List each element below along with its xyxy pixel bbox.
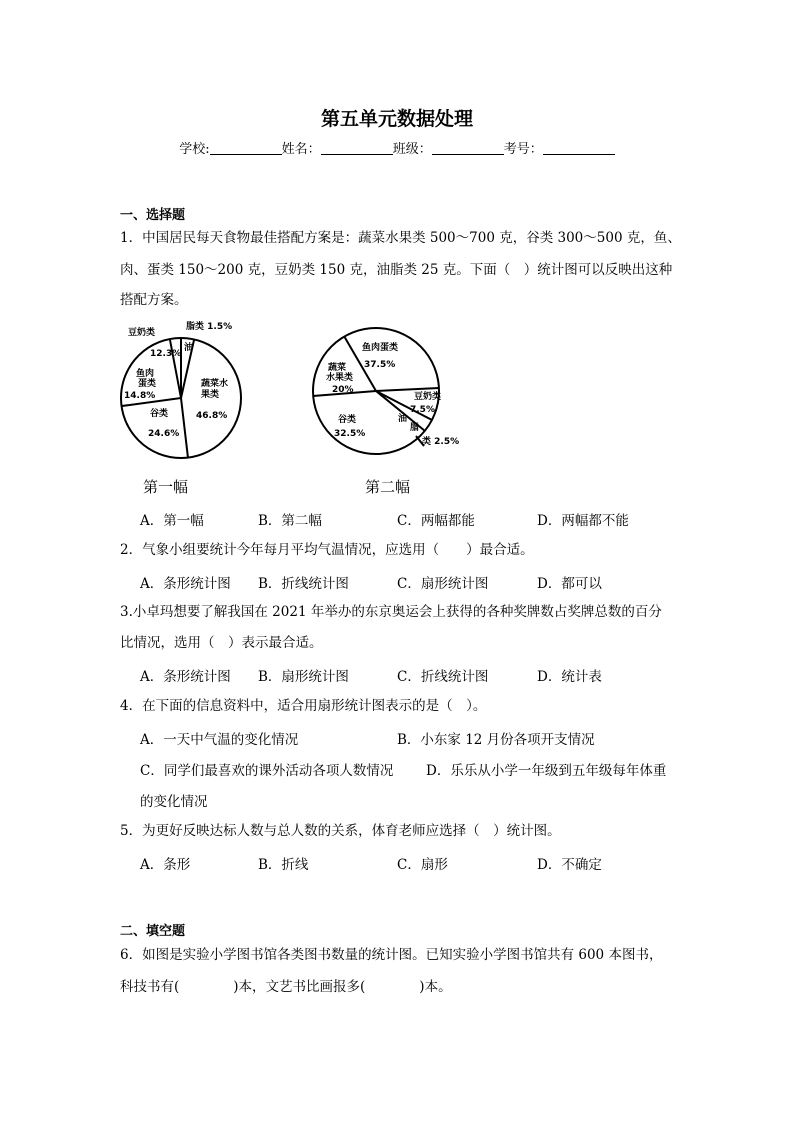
q5-option-a[interactable]: A．条形 (140, 857, 191, 873)
chart2-caption: 第二幅 (365, 478, 411, 496)
q3-option-c[interactable]: C．折线统计图 (397, 669, 489, 685)
q2-option-b[interactable]: B．折线统计图 (258, 576, 349, 592)
q3-line1: 3.小卓玛想要了解我国在 2021 年举办的东京奥运会上获得的各种奖牌数占奖牌总数的百分 (120, 604, 662, 620)
pie1-label-oil-side: 油 (184, 343, 194, 353)
pie1-label-grain: 谷类 (150, 409, 169, 419)
class-label: 班级： (392, 142, 432, 157)
q1-option-c[interactable]: C．两幅都能 (397, 513, 475, 529)
pie1-pct-veg: 46.8% (196, 411, 228, 421)
pie2-pct-dairy: 7.5% (410, 405, 435, 415)
q4-option-d-cont: 的变化情况 (140, 794, 208, 810)
pie1-label-dairy: 豆奶类 (128, 328, 156, 338)
q4-option-d[interactable]: D．乐乐从小学一年级到五年级每年体重 (426, 763, 667, 779)
q2-option-c[interactable]: C．扇形统计图 (397, 576, 489, 592)
pie2-label-grain: 谷类 (338, 415, 357, 425)
q5-option-c[interactable]: C．扇形 (397, 857, 448, 873)
name-blank (321, 142, 393, 155)
pie2-label-oil1: 油 (398, 414, 408, 424)
pie1-divider-grain (181, 398, 188, 458)
q2-option-d[interactable]: D．都可以 (537, 576, 602, 592)
pie1-label-meat2: 蛋类 (138, 379, 157, 389)
q1-option-d[interactable]: D．两幅都不能 (537, 513, 629, 529)
pie2-label-veg2: 水果类 (326, 373, 354, 383)
pie2-pct-veg: 20% (332, 385, 354, 395)
q4-option-a[interactable]: A．一天中气温的变化情况 (140, 732, 299, 748)
name-label: 姓名： (281, 142, 321, 157)
q1-option-a[interactable]: A．第一幅 (140, 513, 204, 529)
q3-option-a[interactable]: A．条形统计图 (140, 669, 231, 685)
pie2-pct-meat: 37.5% (364, 360, 396, 370)
pie2-pct-grain: 32.5% (334, 429, 366, 439)
pie2-label-oil3: 类 2.5% (422, 437, 460, 447)
school-blank (210, 142, 282, 155)
pie2-label-oil2: 脂 (410, 423, 420, 433)
q3-option-d[interactable]: D．统计表 (537, 669, 602, 685)
pie1-pct-meat: 14.8% (124, 391, 156, 401)
pie2-label-dairy: 豆奶类 (414, 392, 442, 402)
q6-line2: 科技书有( )本，文艺书比画报多( )本。 (120, 979, 452, 995)
pie1-label-veg1: 蔬菜水 (201, 379, 229, 389)
section-heading-choice: 一、选择题 (120, 208, 186, 223)
pie-chart-1 (116, 318, 256, 466)
page-title: 第五单元数据处理 (320, 108, 473, 130)
q2-text: 2．气象小组要统计今年每月平均气温情况，应选用（ ）最合适。 (120, 542, 534, 558)
q1-line2: 肉、蛋类 150～200 克，豆奶类 150 克，油脂类 25 克。下面（ ）统计图可以反映出这种 (120, 262, 673, 278)
q5-option-d[interactable]: D．不确定 (537, 857, 602, 873)
pie2-label-veg1: 蔬菜 (328, 363, 347, 373)
number-label: 考号： (503, 142, 543, 157)
q1-line3: 搭配方案。 (120, 292, 188, 308)
class-blank (432, 142, 504, 155)
q3-option-b[interactable]: B．扇形统计图 (258, 669, 349, 685)
section-heading-fill: 二、填空题 (120, 924, 186, 939)
q5-option-b[interactable]: B．折线 (258, 857, 309, 873)
chart1-caption: 第一幅 (143, 478, 189, 496)
q3-line2: 比情况，选用（ ）表示最合适。 (120, 635, 323, 651)
pie2-divider-meat-dairy (376, 388, 439, 391)
q2-option-a[interactable]: A．条形统计图 (140, 576, 231, 592)
pie1-pct-grain: 24.6% (148, 429, 180, 439)
pie1-label-veg2: 果类 (201, 390, 220, 400)
q4-option-c[interactable]: C．同学们最喜欢的课外活动各项人数情况 (140, 763, 394, 779)
q4-option-b[interactable]: B．小东家 12 月份各项开支情况 (397, 732, 595, 748)
pie1-pct-dairy: 12.3% (150, 349, 182, 359)
pie2-label-meat: 鱼肉蛋类 (362, 343, 399, 353)
q6-line1: 6．如图是实验小学图书馆各类图书数量的统计图。已知实验小学图书馆共有 600 本图书， (120, 947, 663, 963)
pie1-label-meat1: 鱼肉 (136, 369, 155, 379)
student-info-line (0, 138, 794, 157)
pie-chart-2 (306, 326, 466, 456)
q4-text: 4．在下面的信息资料中，适合用扇形统计图表示的是（ ）。 (120, 698, 487, 714)
q1-line1: 1．中国居民每天食物最佳搭配方案是：蔬菜水果类 500～700 克，谷类 300～500 克，鱼、 (120, 230, 681, 246)
school-label: 学校: (179, 142, 210, 157)
pie1-label-oil-top: 脂类 1.5% (186, 322, 233, 332)
q5-text: 5．为更好反映达标人数与总人数的关系，体育老师应选择（ ）统计图。 (120, 823, 561, 839)
q1-option-b[interactable]: B．第二幅 (258, 513, 322, 529)
number-blank (543, 142, 615, 155)
